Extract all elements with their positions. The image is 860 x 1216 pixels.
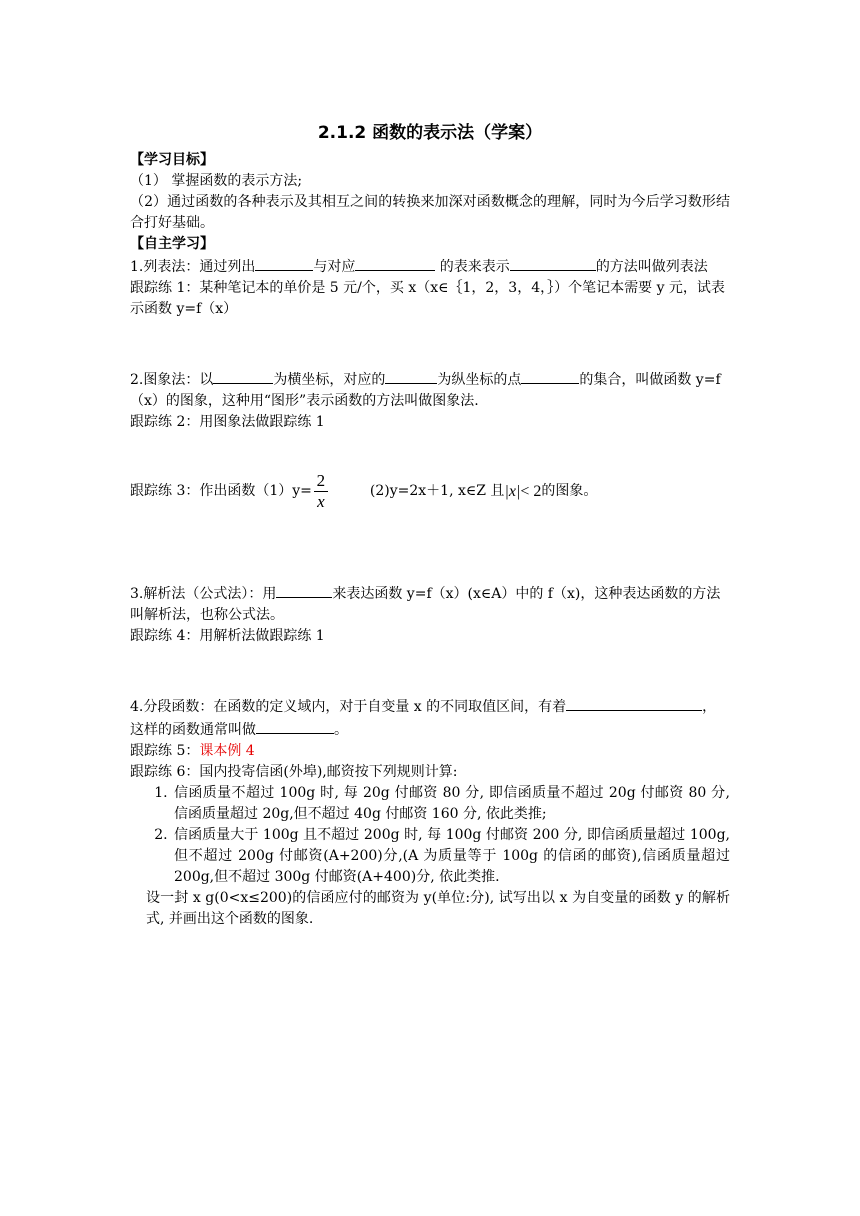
exercise-6-question: 设一封 x g(0<x≤200)的信函应付的邮资为 y(单位:分), 试写出以 x 为自变量的函数 y 的解析式, 并画出这个函数的图象. xyxy=(146,890,730,927)
fraction-2-over-x: $\frac{2}{x}$ xyxy=(314,471,328,512)
graph-method-definition: 2.图象法：以 为横坐标，对应的 为纵坐标的点 的集合，叫做函数 y=f（x）的图象，这种用“图形”表示函数的方法叫做图象法. xyxy=(130,368,730,412)
postage-rules-list xyxy=(130,783,730,888)
exercise-4: 跟踪练 4：用解析法做跟踪练 1 xyxy=(130,628,325,644)
exercise-2: 跟踪练 2：用图象法做跟踪练 1 xyxy=(130,414,325,430)
exercise-5: 跟踪练 5：课本例 4 xyxy=(130,743,255,759)
blank-3 xyxy=(510,255,596,271)
postage-rule-1: 1. 信函质量不超过 100g 时, 每 20g 付邮资 80 分, 即信函质量不超过 20g 付邮资 80 分, 信函质量超过 20g,但不超过 40g 付邮资 160 分, 依此类推; xyxy=(172,783,730,825)
blank-1 xyxy=(255,255,313,271)
answer-space xyxy=(130,647,730,695)
goal-item-1: （1） 掌握函数的表示方法; xyxy=(130,173,303,189)
piecewise-function-definition: 4.分段函数：在函数的定义域内，对于自变量 x 的不同取值区间，有着 ， xyxy=(130,695,730,718)
blank-2 xyxy=(355,255,435,271)
postage-rule-2: 2. 信函质量大于 100g 且不超过 200g 时, 每 100g 付邮资 200 分, 即信函质量超过 100g, 但不超过 200g 付邮资(A+200)分,(A 为质量等于 100g 的信函的邮资),信函质量超过 200g,但不超过 300g 付邮资(A+400)分, 依此类推. xyxy=(172,825,730,888)
blank-6 xyxy=(521,368,579,384)
abs-x-expression: |x| xyxy=(504,483,521,500)
exercise-1: 跟踪练 1：某种笔记本的单价是 5 元/个，买 x（x∈｛1，2，3，4，｝）个笔记本需要 y 元，试表示函数 y=f（x） xyxy=(130,280,725,317)
blank-5 xyxy=(385,368,437,384)
answer-space xyxy=(130,433,730,471)
analytic-method-definition: 3.解析法（公式法）：用 来表达函数 y=f（x）(x∈A）中的 f（x)，这种表达函数的方法叫解析法，也称公式法。 xyxy=(130,582,730,626)
table-method-definition: 1.列表法：通过列出 与对应 的表来表示 的方法叫做列表法 xyxy=(130,255,730,278)
answer-space xyxy=(130,512,730,582)
goals-heading: 【学习目标】 xyxy=(130,152,214,168)
exercise-6: 跟踪练 6：国内投寄信函(外埠),邮资按下列规则计算: xyxy=(130,764,458,780)
textbook-example-reference: 课本例 4 xyxy=(199,743,255,759)
blank-9 xyxy=(256,718,334,734)
blank-4 xyxy=(213,368,273,384)
piecewise-function-definition-cont: 这样的函数通常叫做 。 xyxy=(130,718,730,741)
answer-space xyxy=(130,320,730,368)
blank-8 xyxy=(566,695,702,711)
blank-7 xyxy=(276,582,332,598)
document-body xyxy=(130,150,730,930)
page-title: 2.1.2 函数的表示法（学案） xyxy=(317,123,543,143)
self-study-heading: 【自主学习】 xyxy=(130,236,214,252)
exercise-3: 跟踪练 3：作出函数（1）y= $\frac{2}{x}$ (2)y=2x＋1, x∈Z 且 |x| < 2 的图象。 xyxy=(130,471,598,511)
goal-item-2: （2）通过函数的各种表示及其相互之间的转换来加深对函数概念的理解，同时为今后学习数形结合打好基础。 xyxy=(130,194,730,231)
